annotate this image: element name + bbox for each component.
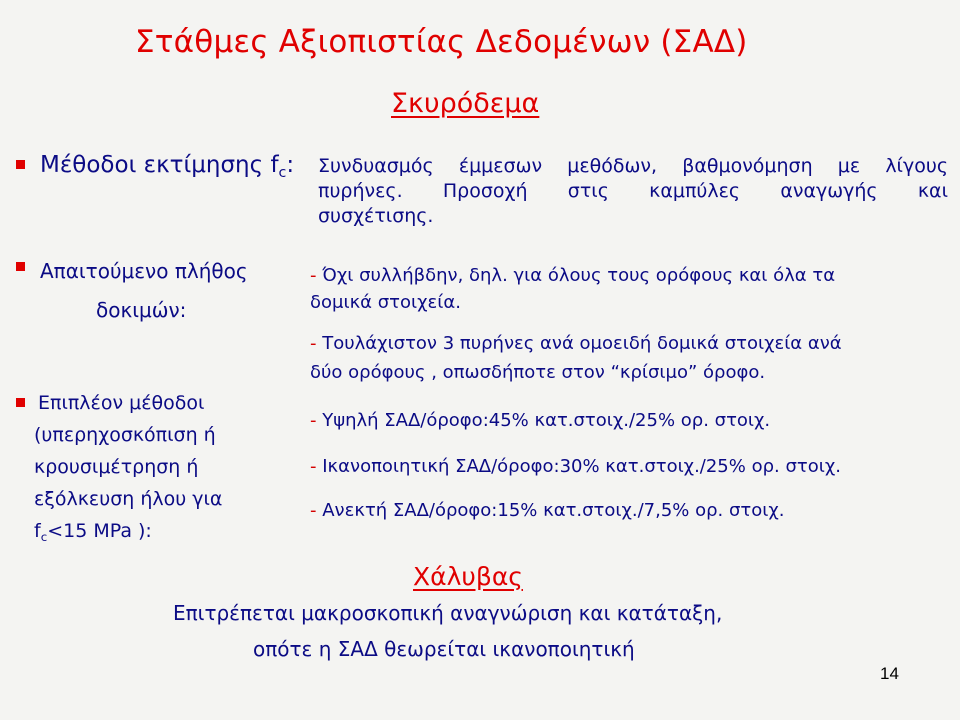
required-item1-line2: δομικά στοιχεία. <box>310 292 461 313</box>
concrete-heading: Σκυρόδεμα <box>391 88 540 119</box>
methods-text-line2: πυρήνες. Προσοχή στις καμπύλες αναγωγής και <box>318 180 948 202</box>
page-number: 14 <box>880 664 899 683</box>
bullet-icon <box>16 398 25 407</box>
required-item2-line1: - Τουλάχιστον 3 πυρήνες ανά ομοειδή δομικά στοιχεία ανά <box>310 333 842 354</box>
bullet-icon <box>16 262 25 271</box>
additional-line1: Επιπλέον μέθοδοι <box>38 392 205 414</box>
additional-line3: κρουσιμέτρηση ή <box>34 456 199 478</box>
additional-line4: εξόλκευση ήλου για <box>34 488 223 510</box>
methods-text-line1: Συνδυασμός έμμεσων μεθόδων, βαθμονόμηση με λίγους <box>318 155 948 177</box>
required-label-line1: Απαιτούμενο πλήθος <box>40 259 248 283</box>
additional-line5: $f_c<15$ MPa ): <box>34 520 152 545</box>
level-item-satisfactory: - Ικανοποιητική ΣΑΔ/όροφο:30% κατ.στοιχ./25% ορ. στοιχ. <box>310 456 841 477</box>
steel-text-line2: οπότε η ΣΑΔ θεωρείται ικανοποιητική <box>253 637 635 661</box>
methods-text-line3: συσχέτισης. <box>318 205 434 227</box>
required-label-line2: δοκιμών: <box>96 298 187 322</box>
level-item-tolerable: - Ανεκτή ΣΑΔ/όροφο:15% κατ.στοιχ./7,5% ορ. στοιχ. <box>310 500 785 521</box>
required-item2-line2: δύο ορόφους , οπωσδήποτε στον “κρίσιμο” όροφο. <box>310 362 766 383</box>
required-item1-line1: - Όχι συλλήβδην, δηλ. για όλους τους ορόφους και όλα τα <box>310 265 836 286</box>
bullet-icon <box>16 160 25 169</box>
steel-text-line1: Επιτρέπεται μακροσκοπική αναγνώριση και κατάταξη, <box>173 601 723 625</box>
slide-title: Στάθμες Αξιοπιστίας Δεδομένων (ΣΑΔ) <box>135 24 748 60</box>
additional-line2: (υπερηχοσκόπιση ή <box>34 424 216 446</box>
level-item-high: - Υψηλή ΣΑΔ/όροφο:45% κατ.στοιχ./25% ορ. στοιχ. <box>310 410 771 431</box>
methods-label: Μέθοδοι εκτίμησης $f_c$: <box>40 152 295 181</box>
steel-heading: Χάλυβας <box>413 562 523 591</box>
